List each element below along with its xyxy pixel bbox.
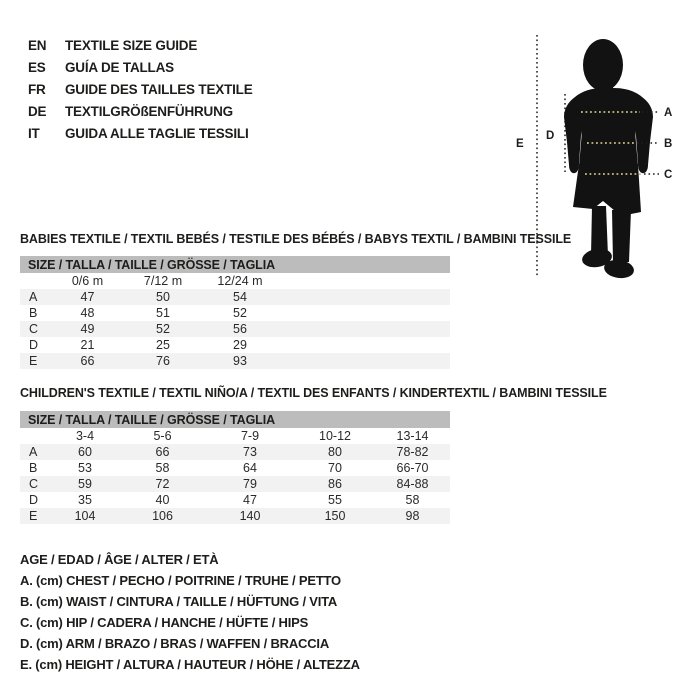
column-header: 10-12	[319, 429, 351, 443]
table-row	[20, 321, 450, 337]
language-title: TEXTILE SIZE GUIDE	[65, 37, 198, 53]
column-header: 7/12 m	[143, 274, 183, 288]
cell-value: 53	[78, 461, 92, 475]
cell-value: 21	[80, 338, 95, 352]
cell-value: 78-82	[375, 444, 450, 460]
column-header: 12/24 m	[217, 274, 263, 288]
row-label: E	[20, 353, 50, 369]
cell-value: 64	[243, 461, 257, 475]
filler-cell	[279, 353, 450, 369]
cell-value: 79	[205, 476, 295, 492]
language-title: GUIDE DES TAILLES TEXTILE	[65, 81, 253, 97]
cell-value: 60	[50, 444, 120, 460]
children-section-title: CHILDREN'S TEXTILE / TEXTIL NIÑO/A / TEXTIL DES ENFANTS / KINDERTEXTIL / BAMBINI TESSILE	[20, 386, 607, 400]
cell-value: 73	[205, 444, 295, 460]
child-measurement-figure	[505, 30, 690, 285]
cell-value: 40	[155, 493, 170, 507]
row-label: D	[29, 493, 39, 507]
cell-value: 25	[156, 338, 170, 352]
cell-value: 104	[50, 508, 120, 524]
size-header-label: SIZE / TALLA / TAILLE / GRÖSSE / TAGLIA	[20, 256, 450, 273]
language-title-list	[28, 34, 253, 144]
legend-line-age: AGE / EDAD / ÂGE / ALTER / ETÀ	[20, 552, 219, 567]
row-label: B	[29, 461, 38, 475]
cell-value: 59	[50, 476, 120, 492]
language-row	[28, 56, 253, 78]
filler-cell	[279, 305, 450, 321]
table-row	[20, 508, 450, 524]
column-header-row	[20, 273, 450, 289]
cell-value: 52	[125, 321, 201, 337]
cell-value: 86	[295, 476, 375, 492]
cell-value: 66-70	[396, 461, 429, 475]
column-header: 7-9	[240, 429, 260, 443]
legend-line-height: E. (cm) HEIGHT / ALTURA / HAUTEUR / HÖHE / ALTEZZA	[20, 657, 360, 672]
cell-value: 84-88	[375, 476, 450, 492]
cell-value: 98	[375, 508, 450, 524]
row-label: A	[20, 444, 50, 460]
babies-section-title: BABIES TEXTILE / TEXTIL BEBÉS / TESTILE DES BÉBÉS / BABYS TEXTIL / BAMBINI TESSILE	[20, 232, 572, 246]
measurement-legend	[20, 549, 360, 675]
cell-value: 56	[201, 321, 279, 337]
language-title: GUIDA ALLE TAGLIE TESSILI	[65, 125, 249, 141]
row-label: B	[29, 306, 38, 320]
corner-cell	[20, 273, 50, 289]
column-header: 5-6	[153, 429, 172, 443]
cell-value: 72	[120, 476, 205, 492]
language-code: DE	[28, 103, 47, 119]
legend-line-waist: B. (cm) WAIST / CINTURA / TAILLE / HÜFTUNG / VITA	[20, 594, 338, 609]
cell-value: 76	[125, 353, 201, 369]
column-header: 0/6 m	[71, 274, 104, 288]
filler-cell	[279, 337, 450, 353]
size-header-bar	[20, 256, 450, 273]
cell-value: 66	[120, 444, 205, 460]
language-title: TEXTILGRÖßENFÜHRUNG	[65, 103, 233, 119]
language-row	[28, 100, 253, 122]
table-row	[20, 492, 450, 508]
legend-line-hip: C. (cm) HIP / CADERA / HANCHE / HÜFTE / HIPS	[20, 615, 309, 630]
measure-label-d: D	[546, 130, 555, 142]
table-row	[20, 305, 450, 321]
cell-value: 93	[201, 353, 279, 369]
language-row	[28, 34, 253, 56]
measure-label-c: C	[664, 169, 673, 181]
column-header: 13-14	[396, 429, 429, 443]
cell-value: 48	[80, 306, 95, 320]
row-label: D	[29, 338, 39, 352]
cell-value: 52	[233, 306, 247, 320]
legend-line-chest: A. (cm) CHEST / PECHO / POITRINE / TRUHE / PETTO	[20, 573, 341, 588]
cell-value: 150	[295, 508, 375, 524]
cell-value: 47	[243, 493, 257, 507]
cell-value: 58	[405, 493, 420, 507]
cell-value: 50	[125, 289, 201, 305]
measure-label-a: A	[664, 107, 673, 119]
cell-value: 54	[201, 289, 279, 305]
size-header-label: SIZE / TALLA / TAILLE / GRÖSSE / TAGLIA	[20, 411, 450, 428]
row-label: C	[20, 321, 50, 337]
babies-size-table	[20, 256, 450, 369]
legend-line-arm: D. (cm) ARM / BRAZO / BRAS / WAFFEN / BRACCIA	[20, 636, 330, 651]
table-row	[20, 476, 450, 492]
cell-value: 29	[233, 338, 247, 352]
table-row	[20, 353, 450, 369]
table-row	[20, 444, 450, 460]
cell-value: 47	[50, 289, 125, 305]
row-label: A	[20, 289, 50, 305]
table-row	[20, 337, 450, 353]
cell-value: 140	[205, 508, 295, 524]
size-header-bar	[20, 411, 450, 428]
language-title: GUÍA DE TALLAS	[65, 59, 174, 75]
cell-value: 35	[78, 493, 92, 507]
cell-value: 55	[328, 493, 342, 507]
filler-cell	[279, 321, 450, 337]
measure-label-b: B	[664, 138, 673, 150]
row-label: C	[20, 476, 50, 492]
column-header-row	[20, 428, 450, 444]
filler-cell	[279, 289, 450, 305]
cell-value: 66	[50, 353, 125, 369]
cell-value: 51	[156, 306, 170, 320]
measure-label-e: E	[516, 138, 524, 150]
row-label: E	[20, 508, 50, 524]
child-silhouette-icon	[564, 39, 653, 280]
table-row	[20, 460, 450, 476]
cell-value: 58	[155, 461, 170, 475]
cell-value: 70	[328, 461, 342, 475]
cell-value: 106	[120, 508, 205, 524]
cell-value: 80	[295, 444, 375, 460]
column-header: 3-4	[75, 429, 95, 443]
table-row	[20, 289, 450, 305]
language-row	[28, 122, 253, 144]
language-code: IT	[28, 125, 40, 141]
corner-cell	[20, 428, 50, 444]
cell-value: 49	[50, 321, 125, 337]
children-size-table	[20, 411, 450, 524]
filler-cell	[279, 273, 450, 289]
language-row	[28, 78, 253, 100]
language-code: FR	[28, 81, 46, 97]
language-code: EN	[28, 37, 47, 53]
language-code: ES	[28, 59, 46, 75]
